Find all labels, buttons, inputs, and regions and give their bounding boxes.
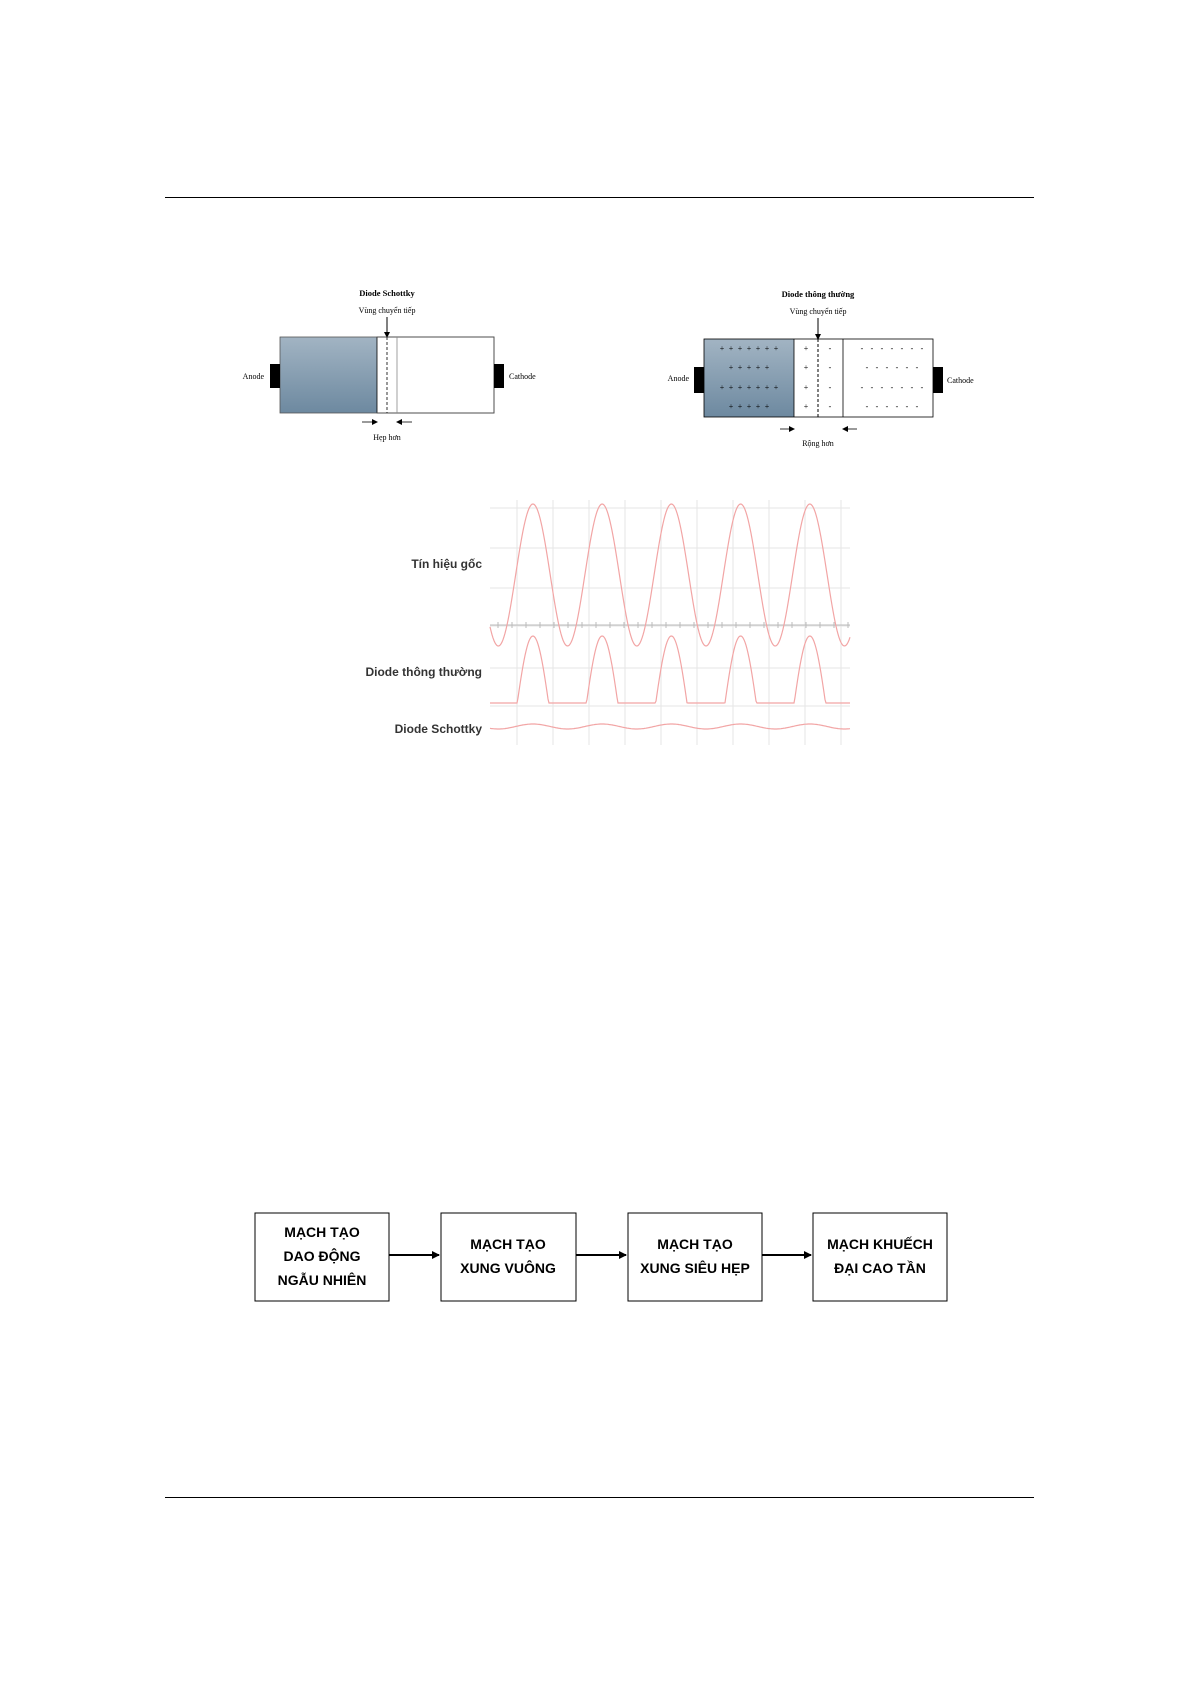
- n-region-charge: -: [920, 383, 924, 392]
- p-region-charge: +: [746, 402, 752, 411]
- p-region-charge: +: [719, 383, 725, 392]
- p-region-charge: +: [755, 344, 761, 353]
- n-region-charge: -: [895, 363, 899, 372]
- block-1-line-1: MẠCH TẠO: [284, 1224, 360, 1240]
- p-region-charge: +: [764, 383, 770, 392]
- n-region-charge: -: [880, 344, 884, 353]
- schottky-metal-region: [280, 337, 377, 413]
- n-region-charge: -: [890, 344, 894, 353]
- schottky-title: Diode Schottky: [359, 288, 415, 298]
- normal-cathode-label: Cathode: [947, 376, 974, 385]
- normal-width-label: Rộng hơn: [802, 439, 834, 448]
- normal-anode-label: Anode: [667, 374, 689, 383]
- schottky-anode-terminal: [270, 364, 280, 388]
- n-region-charge: -: [915, 402, 919, 411]
- p-region-charge: +: [755, 383, 761, 392]
- p-region-charge: +: [728, 402, 734, 411]
- p-region-charge: +: [773, 383, 779, 392]
- normal-anode-terminal: [694, 367, 704, 393]
- original-signal-label: Tín hiệu gốc: [411, 557, 482, 571]
- normal-title: Diode thông thường: [781, 289, 855, 299]
- n-region-charge: -: [910, 383, 914, 392]
- normal-diode-label: Diode thông thường: [365, 665, 482, 679]
- n-region-charge: -: [915, 363, 919, 372]
- n-region-charge: -: [860, 344, 864, 353]
- schottky-anode-label: Anode: [242, 372, 264, 381]
- n-region-charge: -: [890, 383, 894, 392]
- p-region-charge: +: [764, 363, 770, 372]
- n-region-charge: -: [900, 344, 904, 353]
- block-rf-amplifier: [813, 1213, 947, 1301]
- n-region-charge: -: [870, 383, 874, 392]
- block-random-oscillator: [255, 1213, 389, 1301]
- waveform-figure: [365, 500, 850, 745]
- footer-rule: [165, 1497, 1034, 1498]
- p-region-charge: +: [746, 344, 752, 353]
- n-region-charge: -: [910, 344, 914, 353]
- n-region-charge: -: [865, 402, 869, 411]
- p-region-charge: +: [746, 363, 752, 372]
- depletion-negative-charge: -: [828, 344, 832, 353]
- p-region-charge: +: [728, 383, 734, 392]
- n-region-charge: -: [860, 383, 864, 392]
- p-region-charge: +: [764, 344, 770, 353]
- block-1-line-2: DAO ĐỘNG: [283, 1248, 361, 1264]
- p-region-charge: +: [719, 344, 725, 353]
- schottky-diode-figure: [243, 288, 536, 442]
- n-region-charge: -: [920, 344, 924, 353]
- schottky-semiconductor-region: [377, 337, 494, 413]
- n-region-charge: -: [900, 383, 904, 392]
- block-2-line-2: XUNG VUÔNG: [460, 1260, 556, 1276]
- depletion-negative-charge: -: [828, 363, 832, 372]
- n-region-charge: -: [875, 363, 879, 372]
- block-3-line-1: MẠCH TẠO: [657, 1236, 733, 1252]
- p-region-charge: +: [728, 363, 734, 372]
- n-region-charge: -: [865, 363, 869, 372]
- depletion-negative-charge: -: [828, 402, 832, 411]
- p-region-charge: +: [755, 363, 761, 372]
- block-square-pulse: [441, 1213, 576, 1301]
- n-region-charge: -: [895, 402, 899, 411]
- p-region-charge: +: [737, 383, 743, 392]
- schottky-junction-label: Vùng chuyển tiếp: [358, 306, 416, 315]
- p-region-charge: +: [746, 383, 752, 392]
- block-diagram: [255, 1213, 947, 1301]
- p-region-charge: +: [737, 402, 743, 411]
- depletion-positive-charge: +: [803, 363, 809, 372]
- p-region-charge: +: [755, 402, 761, 411]
- normal-junction-label: Vùng chuyển tiếp: [789, 307, 847, 316]
- normal-diode-output-trace: [490, 636, 850, 703]
- schottky-diode-output-trace: [490, 724, 850, 729]
- p-region-charge: +: [728, 344, 734, 353]
- block-3-line-2: XUNG SIÊU HẸP: [640, 1260, 750, 1276]
- n-region-charge: -: [905, 363, 909, 372]
- n-region-charge: -: [880, 383, 884, 392]
- n-region-charge: -: [875, 402, 879, 411]
- block-ultra-narrow-pulse: [628, 1213, 762, 1301]
- p-region-charge: +: [764, 402, 770, 411]
- normal-diode-figure: [668, 289, 974, 448]
- p-region-charge: +: [773, 344, 779, 353]
- n-region-charge: -: [905, 402, 909, 411]
- schottky-width-label: Hẹp hơn: [373, 433, 401, 442]
- n-region-charge: -: [870, 344, 874, 353]
- p-region-charge: +: [737, 344, 743, 353]
- n-region-charge: -: [885, 363, 889, 372]
- schottky-cathode-terminal: [494, 364, 504, 388]
- n-region-charge: -: [885, 402, 889, 411]
- normal-cathode-terminal: [933, 367, 943, 393]
- depletion-positive-charge: +: [803, 383, 809, 392]
- block-1-line-3: NGẪU NHIÊN: [277, 1272, 367, 1288]
- depletion-positive-charge: +: [803, 344, 809, 353]
- block-4-line-1: MẠCH KHUẾCH: [827, 1236, 933, 1252]
- p-region-charge: +: [737, 363, 743, 372]
- depletion-negative-charge: -: [828, 383, 832, 392]
- depletion-positive-charge: +: [803, 402, 809, 411]
- block-4-line-2: ĐẠI CAO TẦN: [834, 1260, 926, 1276]
- block-2-line-1: MẠCH TẠO: [470, 1236, 546, 1252]
- schottky-cathode-label: Cathode: [509, 372, 536, 381]
- schottky-diode-label: Diode Schottky: [394, 722, 482, 736]
